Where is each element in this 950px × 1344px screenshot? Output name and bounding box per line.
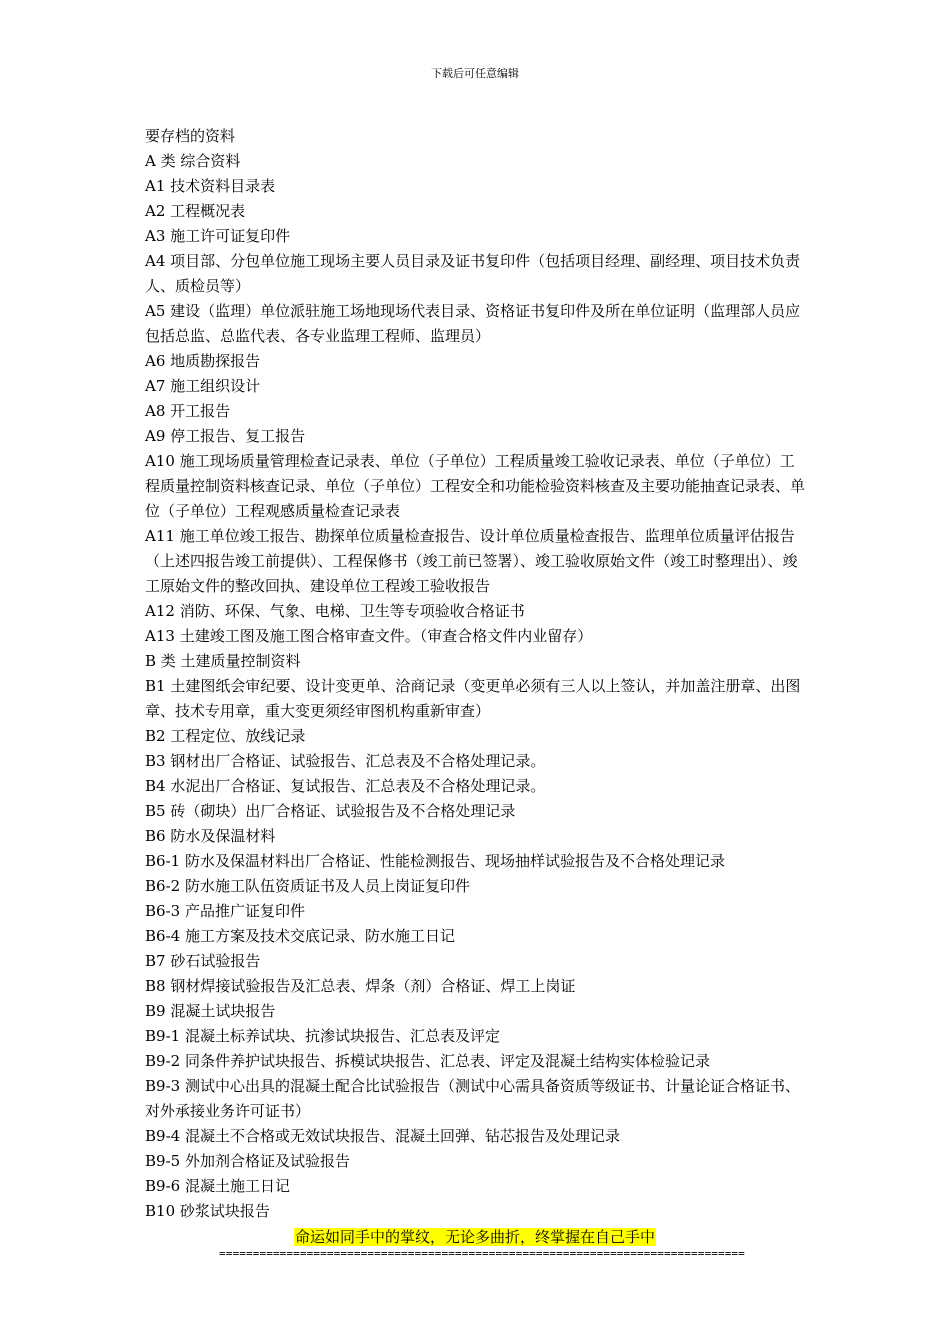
document-line: A10 施工现场质量管理检查记录表、单位（子单位）工程质量竣工验收记录表、单位（子单位）工程质量控制资料核查记录、单位（子单位）工程安全和功能检验资料核查及主要功能抽查记录表、单位（子单位）工程观感质量检查记录表: [145, 452, 806, 520]
document-body: [145, 124, 807, 1224]
document-line: B6-4 施工方案及技术交底记录、防水施工日记: [145, 927, 455, 945]
document-line: A6 地质勘探报告: [145, 352, 261, 370]
document-line: B5 砖（砌块）出厂合格证、试验报告及不合格处理记录: [145, 802, 516, 820]
document-line: B9-4 混凝土不合格或无效试块报告、混凝土回弹、钻芯报告及处理记录: [145, 1127, 620, 1145]
document-line: B2 工程定位、放线记录: [145, 727, 306, 745]
document-line: A4 项目部、分包单位施工现场主要人员目录及证书复印件（包括项目经理、副经理、项目技术负责人、质检员等）: [145, 252, 801, 295]
document-line: B9-6 混凝土施工日记: [145, 1177, 290, 1195]
page-header: 下载后可任意编辑: [431, 67, 519, 80]
document-line: A 类 综合资料: [145, 152, 241, 170]
document-line: A8 开工报告: [145, 402, 231, 420]
document-line: B1 土建图纸会审纪要、设计变更单、洽商记录（变更单必须有三人以上签认，并加盖注册章、出图章、技术专用章，重大变更须经审图机构重新审查）: [145, 677, 801, 720]
document-line: B 类 土建质量控制资料: [145, 652, 301, 670]
footer-motto: [0, 1227, 950, 1247]
document-line: B6-1 防水及保温材料出厂合格证、性能检测报告、现场抽样试验报告及不合格处理记录: [145, 852, 725, 870]
document-line: B6 防水及保温材料: [145, 827, 276, 845]
document-line: A12 消防、环保、气象、电梯、卫生等专项验收合格证书: [145, 602, 525, 620]
document-line: B9-1 混凝土标养试块、抗渗试块报告、汇总表及评定: [145, 1027, 500, 1045]
document-line: B9 混凝土试块报告: [145, 1002, 276, 1020]
document-line: A2 工程概况表: [145, 202, 246, 220]
document-line: A9 停工报告、复工报告: [145, 427, 306, 445]
document-line: 要存档的资料: [145, 127, 236, 145]
document-line: B6-3 产品推广证复印件: [145, 902, 305, 920]
document-line: B4 水泥出厂合格证、复试报告、汇总表及不合格处理记录。: [145, 777, 546, 795]
footer-motto-text: 命运如同手中的掌纹，无论多曲折，终掌握在自己手中: [294, 1228, 655, 1246]
document-line: A7 施工组织设计: [145, 377, 261, 395]
document-line: B9-2 同条件养护试块报告、拆模试块报告、汇总表、评定及混凝土结构实体检验记录: [145, 1052, 710, 1070]
document-line: B6-2 防水施工队伍资质证书及人员上岗证复印件: [145, 877, 470, 895]
document-line: B9-3 测试中心出具的混凝土配合比试验报告（测试中心需具备资质等级证书、计量论证合格证书、对外承接业务许可证书）: [145, 1077, 800, 1120]
document-line: B9-5 外加剂合格证及试验报告: [145, 1152, 350, 1170]
document-line: A1 技术资料目录表: [145, 177, 276, 195]
document-line: A11 施工单位竣工报告、勘探单位质量检查报告、设计单位质量检查报告、监理单位质量评估报告（上述四报告竣工前提供）、工程保修书（竣工前已签署）、竣工验收原始文件（竣工时整理出）、竣工原始文件的整改回执、建设单位工程竣工验收报告: [145, 527, 798, 595]
footer-divider: ==============================================================================: [219, 1247, 745, 1260]
document-line: B7 砂石试验报告: [145, 952, 261, 970]
document-line: A13 土建竣工图及施工图合格审查文件。（审查合格文件内业留存）: [145, 627, 593, 645]
document-line: B10 砂浆试块报告: [145, 1202, 270, 1220]
document-line: B8 钢材焊接试验报告及汇总表、焊条（剂）合格证、焊工上岗证: [145, 977, 576, 995]
document-line: B3 钢材出厂合格证、试验报告、汇总表及不合格处理记录。: [145, 752, 546, 770]
document-line: A3 施工许可证复印件: [145, 227, 291, 245]
document-line: A5 建设（监理）单位派驻施工场地现场代表目录、资格证书复印件及所在单位证明（监理部人员应包括总监、总监代表、各专业监理工程师、监理员）: [145, 302, 801, 345]
